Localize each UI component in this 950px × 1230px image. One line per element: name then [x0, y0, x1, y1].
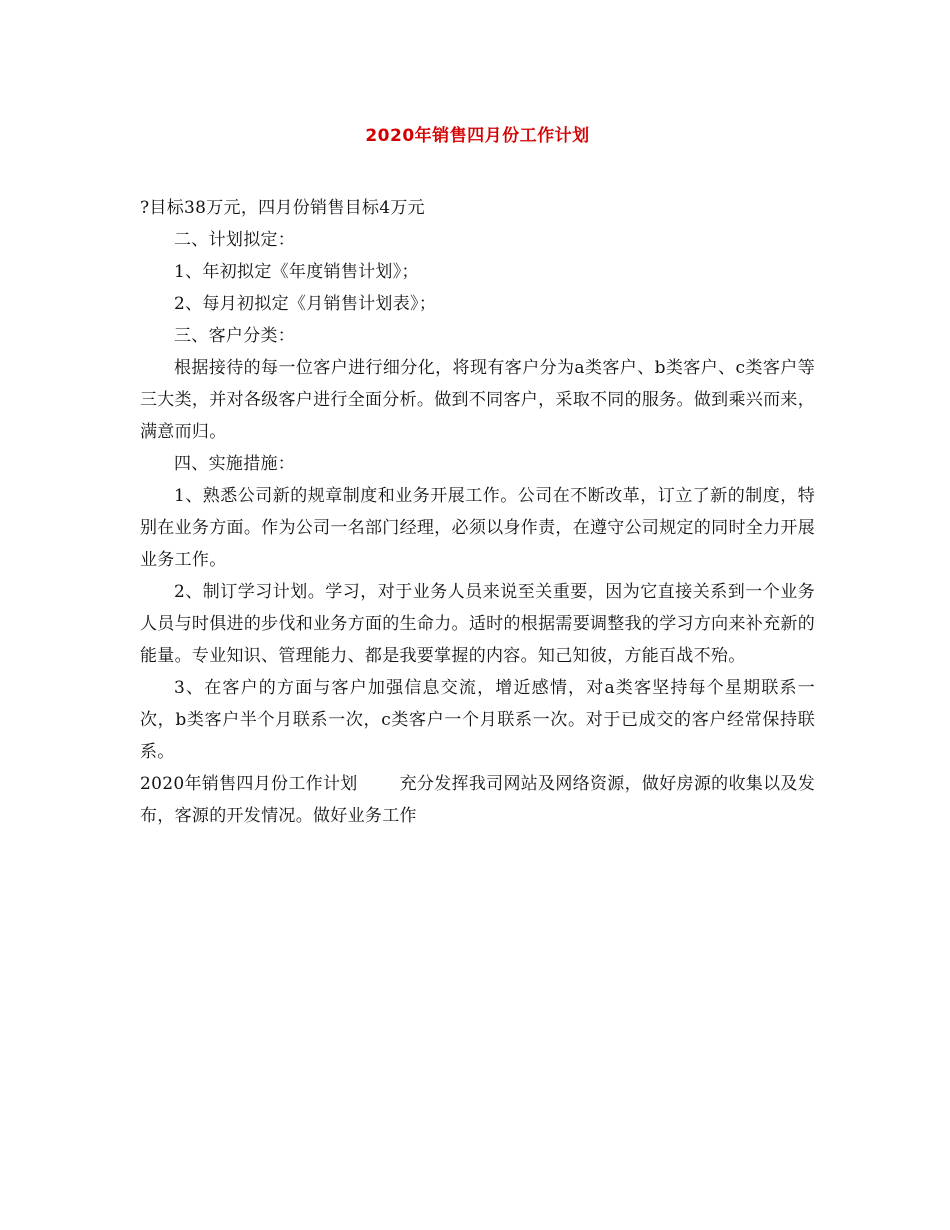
document-body — [140, 192, 815, 832]
paragraph-measure-1: 1、熟悉公司新的规章制度和业务开展工作。公司在不断改革，订立了新的制度，特别在业务方面。作为公司一名部门经理，必须以身作责，在遵守公司规定的同时全力开展业务工作。 — [140, 486, 815, 570]
paragraph-target: ?目标38万元，四月份销售目标4万元 — [140, 198, 425, 218]
document-title: 2020年销售四月份工作计划 — [365, 126, 590, 146]
paragraph-measure-2: 2、制订学习计划。学习，对于业务人员来说至关重要，因为它直接关系到一个业务人员与时俱进的步伐和业务方面的生命力。适时的根据需要调整我的学习方向来补充新的能量。专业知识、管理能力、都是我要掌握的内容。知己知彼，方能百战不殆。 — [140, 582, 815, 666]
list-item-monthly-plan: 2、每月初拟定《月销售计划表》； — [174, 294, 437, 314]
list-item-annual-plan: 1、年初拟定《年度销售计划》； — [174, 262, 419, 282]
heading-measures: 四、实施措施： — [174, 454, 296, 474]
footer-title: 2020年销售四月份工作计划 — [140, 774, 358, 794]
heading-customer-classification: 三、客户分类： — [174, 326, 296, 346]
paragraph-customer-classification: 根据接待的每一位客户进行细分化，将现有客户分为a类客户、b类客户、c类客户等三大类，并对各级客户进行全面分析。做到不同客户，采取不同的服务。做到乘兴而来，满意而归。 — [140, 358, 815, 442]
paragraph-measure-3: 3、在客户的方面与客户加强信息交流，增近感情，对a类客坚持每个星期联系一次，b类客户半个月联系一次，c类客户一个月联系一次。对于已成交的客户经常保持联系。 — [140, 678, 815, 762]
paragraph-footer — [140, 768, 815, 832]
footer-text: 充分发挥我司网站及网络资源，做好房源的收集以及发布，客源的开发情况。做好业务工作 — [140, 774, 816, 826]
heading-plan: 二、计划拟定： — [174, 230, 296, 250]
